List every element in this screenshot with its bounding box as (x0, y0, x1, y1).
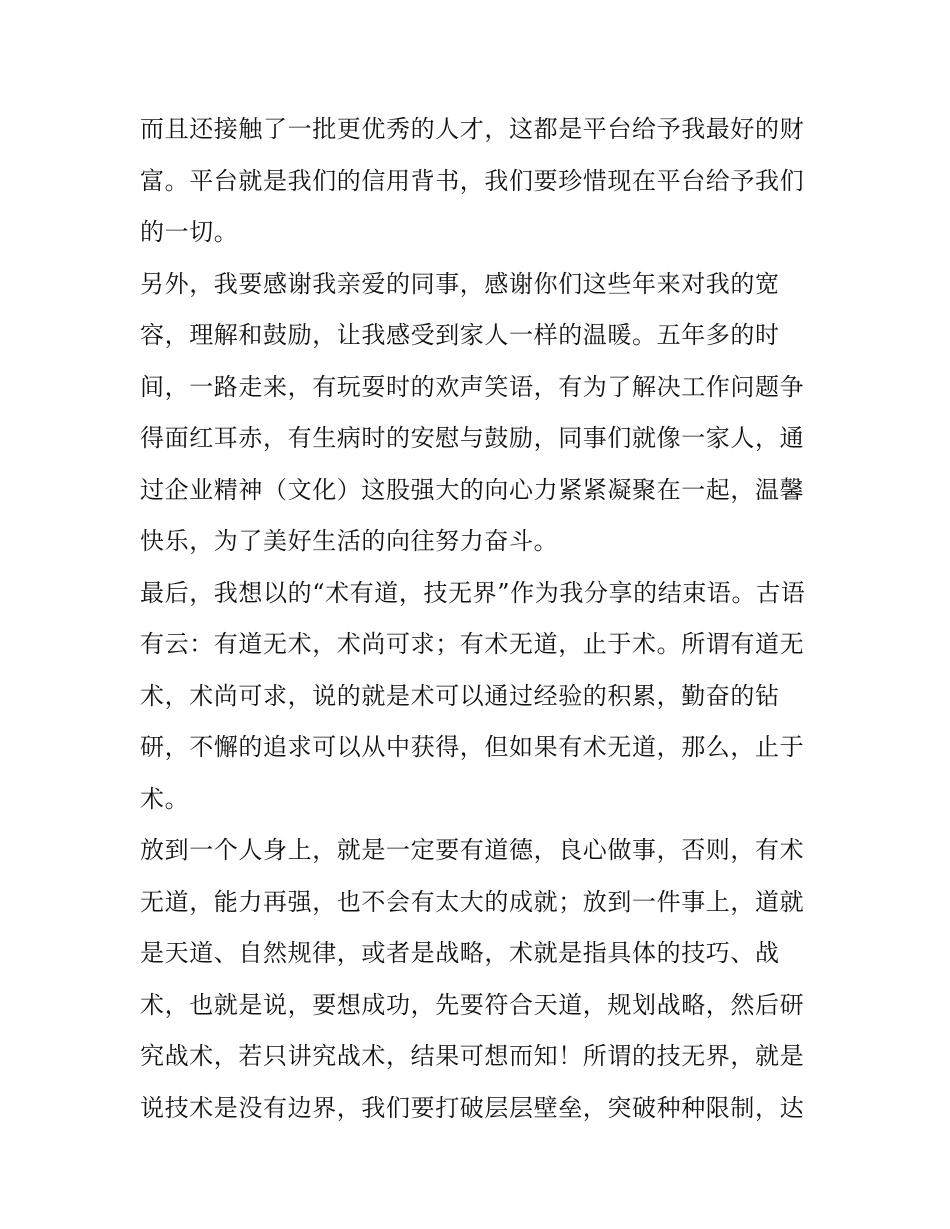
text-line: 研，不懈的追求可以从中获得，但如果有术无道，那么，止于 (140, 733, 805, 761)
text-line: 另外，我要感谢我亲爱的同事，感谢你们这些年来对我的宽 (140, 269, 780, 298)
text-line: 富。平台就是我们的信用背书，我们要珍惜现在平台给予我们 (140, 166, 805, 195)
text-line: 究战术，若只讲究战术，结果可想而知！所谓的技无界，就是 (140, 1042, 805, 1070)
text-line: 有云：有道无术，术尚可求；有术无道，止于术。所谓有道无 (140, 630, 805, 658)
text-line: 无道，能力再强，也不会有太大的成就；放到一件事上，道就 (140, 887, 805, 916)
text-line: 术，术尚可求，说的就是术可以通过经验的积累，勤奋的钻 (140, 681, 780, 710)
text-line: 放到一个人身上，就是一定要有道德，良心做事，否则，有术 (140, 836, 805, 864)
text-line: 是天道、自然规律，或者是战略，术就是指具体的技巧、战 (140, 939, 780, 967)
text-line: 快乐，为了美好生活的向往努力奋斗。 (140, 527, 559, 555)
text-line: 而且还接触了一批更优秀的人才，这都是平台给予我最好的财 (140, 115, 805, 143)
text-line: 过企业精神（文化）这股强大的向心力紧紧凝聚在一起，温馨 (140, 475, 805, 504)
text-line: 术。 (140, 784, 190, 813)
text-line: 间，一路走来，有玩耍时的欢声笑语，有为了解决工作问题争 (140, 372, 805, 401)
text-line: 术，也就是说，要想成功，先要符合天道，规划战略，然后研 (140, 990, 805, 1019)
text-line: 容，理解和鼓励，让我感受到家人一样的温暖。五年多的时 (140, 321, 780, 349)
text-line: 得面红耳赤，有生病时的安慰与鼓励，同事们就像一家人，通 (140, 424, 805, 452)
text-line: 的一切。 (140, 218, 239, 246)
body-text (140, 104, 812, 1134)
text-line: 说技术是没有边界，我们要打破层层壁垒，突破种种限制，达 (140, 1093, 805, 1122)
text-line: 最后，我想以的“术有道，技无界”作为我分享的结束语。古语 (140, 578, 806, 607)
